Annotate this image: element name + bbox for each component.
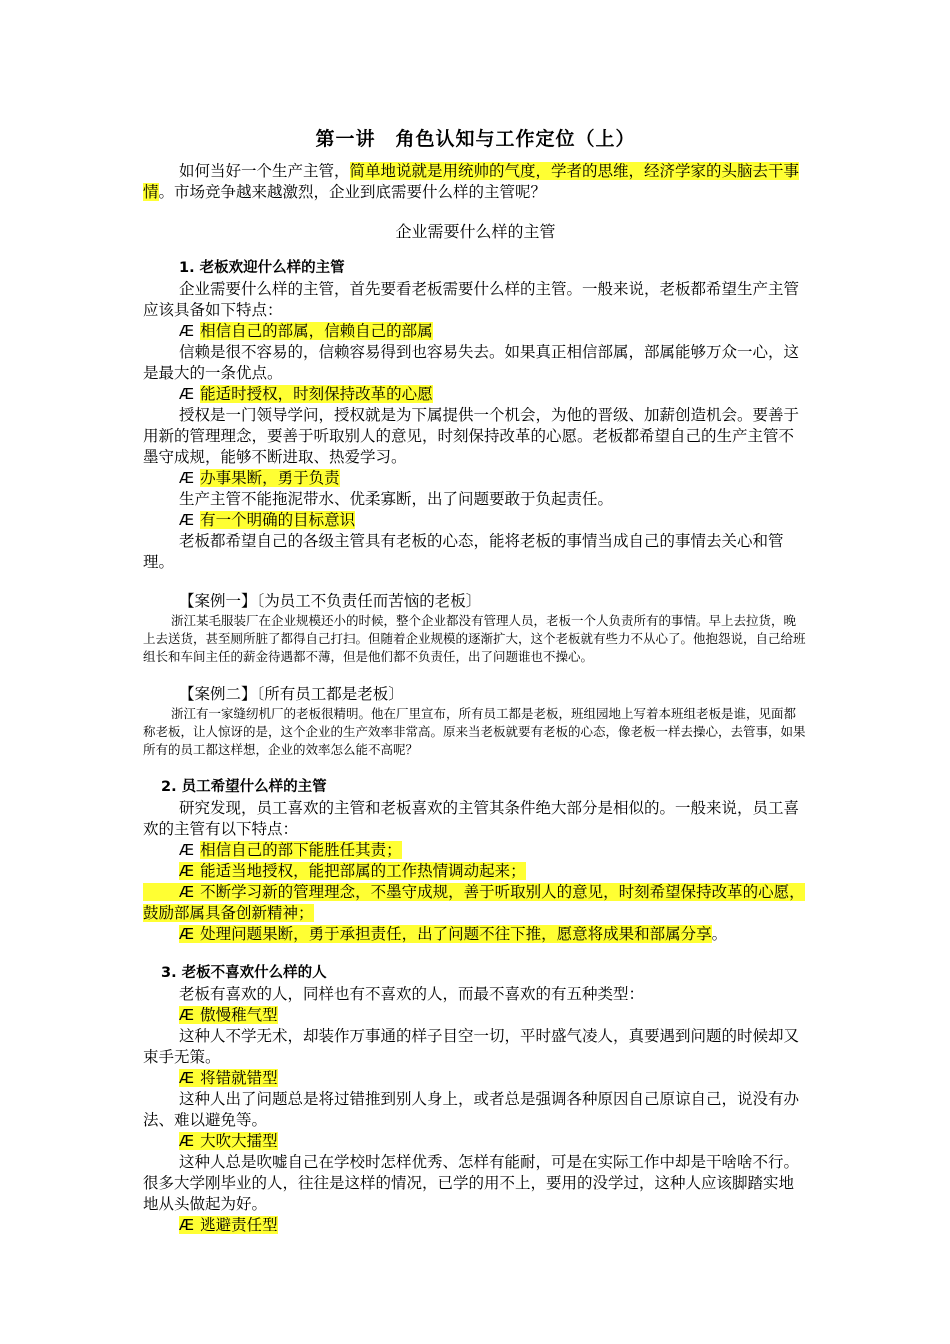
s1-bullet-1	[143, 321, 808, 342]
s1-bullet-4	[143, 510, 808, 531]
s3-bullet-2-text: 将错就错型	[200, 1069, 278, 1087]
s1-bullet-4-text: 有一个明确的目标意识	[200, 511, 356, 529]
s2-bullet-4-end: 。	[711, 925, 728, 943]
s3-bullet-3	[143, 1131, 808, 1152]
bullet-icon: Æ	[179, 511, 195, 529]
bullet-icon: Æ	[179, 469, 195, 487]
s1-bullet-3-text: 办事果断，勇于负责	[200, 469, 340, 487]
s2-bullet-2-text: 能适当地授权，能把部属的工作热情调动起来；	[200, 862, 526, 880]
s2-bullet-2	[143, 861, 808, 882]
bullet-icon: Æ	[179, 322, 195, 340]
bullet-icon: Æ	[179, 925, 195, 943]
s1-bullet-3	[143, 468, 808, 489]
s1-paragraph-2: 信赖是很不容易的，信赖容易得到也容易失去。如果真正相信部属，部属能够万众一心，这是最大的一条优点。	[143, 343, 800, 382]
s1-paragraph-1: 企业需要什么样的主管，首先要看老板需要什么样的主管。一般来说，老板都希望生产主管应该具备如下特点：	[143, 280, 800, 319]
bullet-icon: Æ	[179, 1132, 195, 1150]
s3-paragraph-3: 这种人出了问题总是将过错推到别人身上，或者总是强调各种原因自己原谅自己，说没有办法、难以避免等。	[143, 1090, 800, 1129]
s3-bullet-2	[143, 1068, 808, 1089]
s1-bullet-1-text: 相信自己的部属，信赖自己的部属	[200, 322, 433, 340]
bullet-icon: Æ	[179, 385, 195, 403]
section-1-heading: 1. 老板欢迎什么样的主管	[179, 260, 345, 276]
bullet-icon: Æ	[179, 883, 195, 901]
s1-paragraph-5: 老板都希望自己的各级主管具有老板的心态，能将老板的事情当成自己的事情去关心和管理。	[143, 532, 784, 571]
s3-bullet-4	[143, 1215, 808, 1236]
s2-bullet-3	[143, 882, 808, 924]
case-1-body: 浙江某毛服装厂在企业规模还小的时候，整个企业都没有管理人员，老板一个人负责所有的事情。早上去拉货，晚上去送货，甚至厕所脏了都得自己打扫。但随着企业规模的逐渐扩大，这个老板就有些力不从心了。他抱怨说，自己给班组长和车间主任的薪金待遇都不薄，但是他们都不负责任，出了问题谁也不操心。	[143, 613, 806, 664]
document-page	[143, 118, 808, 1236]
s1-bullet-2-text: 能适时授权，时刻保持改革的心愿	[200, 385, 433, 403]
s3-bullet-4-text: 逃避责任型	[200, 1216, 278, 1234]
bullet-icon: Æ	[179, 1006, 195, 1024]
intro-highlight: 简单地说就是用统帅的气度，学者的思维，经济学家的头脑去干事情	[143, 162, 800, 201]
s1-bullet-2	[143, 384, 808, 405]
page-title: 第一讲 角色认知与工作定位（上）	[315, 128, 636, 150]
intro-pre: 如何当好一个生产主管，	[179, 162, 350, 180]
s3-bullet-1-text: 傲慢稚气型	[200, 1006, 278, 1024]
case-2-body: 浙江有一家缝纫机厂的老板很精明。他在厂里宣布，所有员工都是老板，班组园地上写着本班组老板是谁，见面都称老板，让人惊讶的是，这个企业的生产效率非常高。原来当老板就要有老板的心态，像老板一样去操心，去管事，如果所有的员工都这样想，企业的效率怎么能不高呢？	[143, 706, 806, 757]
s3-paragraph-2: 这种人不学无术，却装作万事通的样子目空一切，平时盛气凌人，真要遇到问题的时候却又束手无策。	[143, 1027, 800, 1066]
intro-post: 。市场竞争越来越激烈，企业到底需要什么样的主管呢？	[158, 183, 547, 201]
bullet-icon: Æ	[179, 841, 195, 859]
bullet-icon: Æ	[179, 1216, 195, 1234]
s3-bullet-1	[143, 1005, 808, 1026]
section-subtitle: 企业需要什么样的主管	[395, 222, 556, 241]
bullet-icon: Æ	[179, 862, 195, 880]
case-2-title: 【案例二】〔所有员工都是老板〕	[179, 685, 404, 703]
s2-paragraph-1: 研究发现，员工喜欢的主管和老板喜欢的主管其条件绝大部分是相似的。一般来说，员工喜欢的主管有以下特点：	[143, 799, 800, 838]
s2-bullet-4-text: 处理问题果断，勇于承担责任，出了问题不往下推，愿意将成果和部属分享	[200, 925, 712, 943]
s2-bullet-1-text: 相信自己的部下能胜任其责；	[200, 841, 402, 859]
s2-bullet-4	[143, 924, 808, 945]
s2-bullet-3-text: 不断学习新的管理理念，不墨守成规，善于听取别人的意见，时刻希望保持改革的心愿，鼓励部属具备创新精神；	[143, 883, 805, 922]
s1-paragraph-3: 授权是一门领导学问，授权就是为下属提供一个机会，为他的晋级、加薪创造机会。要善于用新的管理理念，要善于听取别人的意见，时刻保持改革的心愿。老板都希望自己的生产主管不墨守成规，能够不断进取、热爱学习。	[143, 406, 800, 466]
section-2-heading: 2. 员工希望什么样的主管	[161, 779, 327, 795]
intro-paragraph	[143, 161, 808, 203]
s3-paragraph-4: 这种人总是吹嘘自己在学校时怎样优秀、怎样有能耐，可是在实际工作中却是干啥啥不行。很多大学刚毕业的人，往往是这样的情况，已学的用不上，要用的没学过，这种人应该脚踏实地地从头做起为好。	[143, 1153, 800, 1213]
bullet-icon: Æ	[179, 1069, 195, 1087]
s1-paragraph-4: 生产主管不能拖泥带水、优柔寡断，出了问题要敢于负起责任。	[179, 490, 614, 508]
case-1-title: 【案例一】〔为员工不负责任而苦恼的老板〕	[179, 592, 482, 610]
s2-bullet-1	[143, 840, 808, 861]
s3-paragraph-1: 老板有喜欢的人，同样也有不喜欢的人，而最不喜欢的有五种类型：	[179, 985, 645, 1003]
s3-bullet-3-text: 大吹大擂型	[200, 1132, 278, 1150]
section-3-heading: 3. 老板不喜欢什么样的人	[161, 965, 327, 981]
